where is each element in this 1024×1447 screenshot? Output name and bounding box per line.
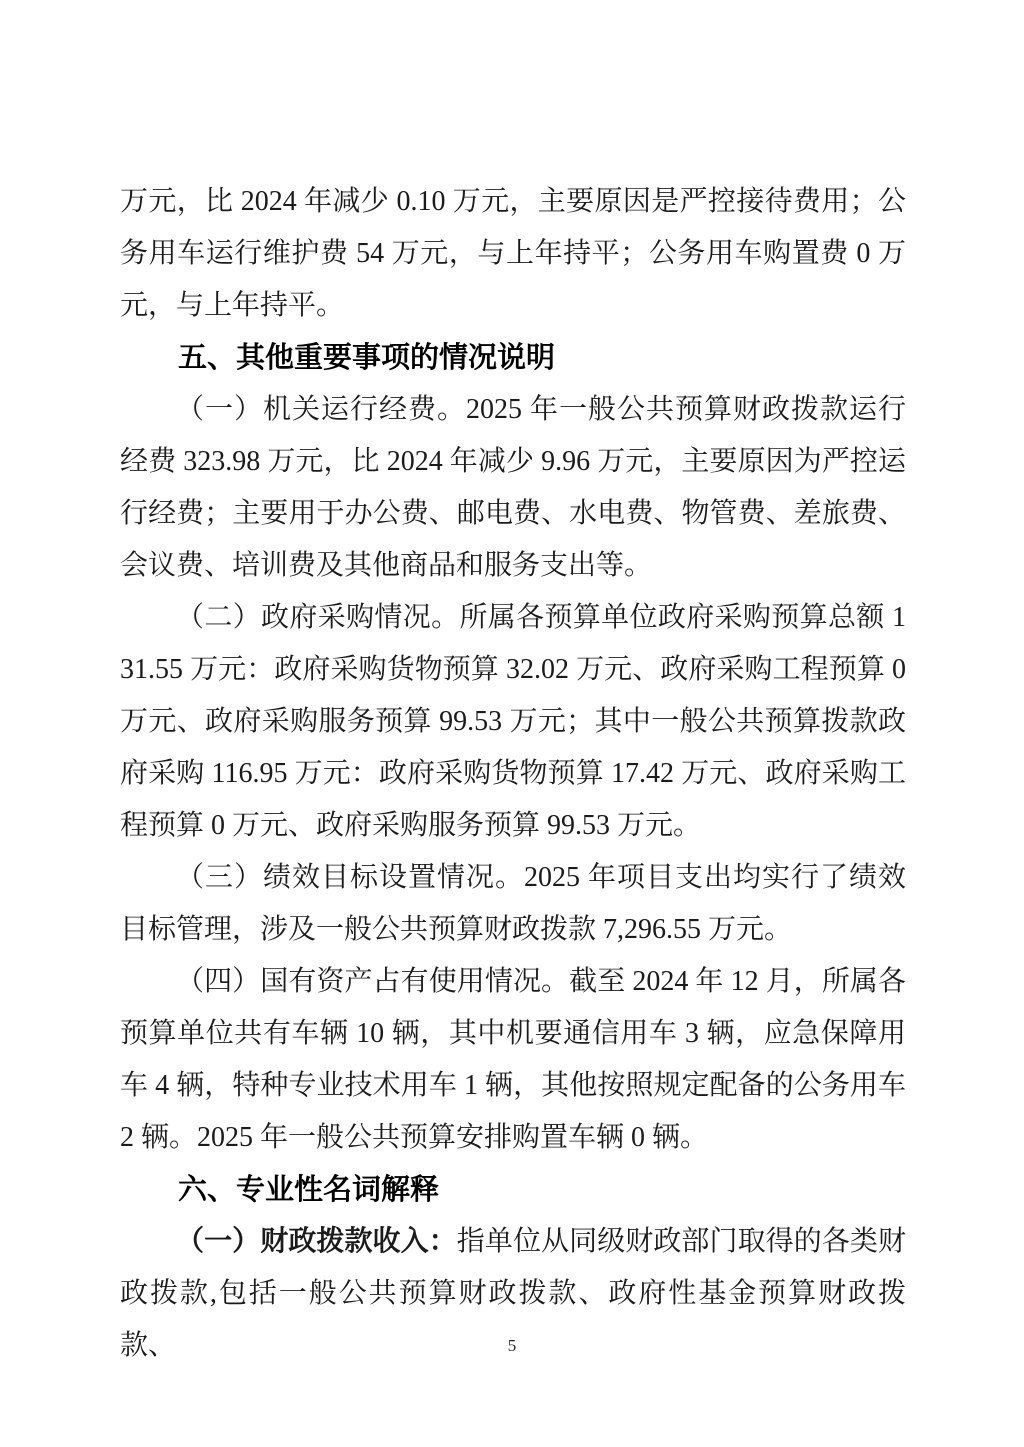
page-number: 5 <box>507 1336 517 1355</box>
section-heading-5: 五、其他重要事项的情况说明 <box>178 342 556 374</box>
term-name: （一）财政拨款收入： <box>176 1226 457 1257</box>
paragraph-carryover: 万元，比 2024 年减少 0.10 万元，主要原因是严控接待费用；公务用车运行维护费 54 万元，与上年持平；公务用车购置费 0 万元，与上年持平。 <box>120 186 906 321</box>
paragraph-5-4-state-assets: （四）国有资产占有使用情况。截至 2024 年 12 月，所属各预算单位共有车辆 10 辆，其中机要通信用车 3 辆，应急保障用车 4 辆，特种专业技术用车 1 辆，其他按照规定配备的公务用车 2 辆。2025 年一般公共预算安排购置车辆 0 辆。 <box>120 966 906 1153</box>
term-definition: 指单位从同级财政部门取得的各类财政拨款,包括一般公共预算财政拨款、政府性基金预算财政拨款、 <box>120 1226 906 1361</box>
page-footer <box>0 1336 1024 1356</box>
paragraph-5-1-agency-operating-funds: （一）机关运行经费。2025 年一般公共预算财政拨款运行经费 323.98 万元，比 2024 年减少 9.96 万元，主要原因为严控运行经费；主要用于办公费、邮电费、水电费、物管费、差旅费、会议费、培训费及其他商品和服务支出等。 <box>120 394 906 581</box>
document-content <box>120 176 906 1372</box>
section-heading-6: 六、专业性名词解释 <box>178 1174 440 1206</box>
paragraph-5-3-performance-targets: （三）绩效目标设置情况。2025 年项目支出均实行了绩效目标管理，涉及一般公共预算财政拨款 7,296.55 万元。 <box>120 862 906 945</box>
paragraph-5-2-government-procurement: （二）政府采购情况。所属各预算单位政府采购预算总额 131.55 万元：政府采购货物预算 32.02 万元、政府采购工程预算 0 万元、政府采购服务预算 99.53 万元；其中一般公共预算拨款政府采购 116.95 万元：政府采购货物预算 17.42 万元、政府采购工程预算 0 万元、政府采购服务预算 99.53 万元。 <box>120 602 906 841</box>
